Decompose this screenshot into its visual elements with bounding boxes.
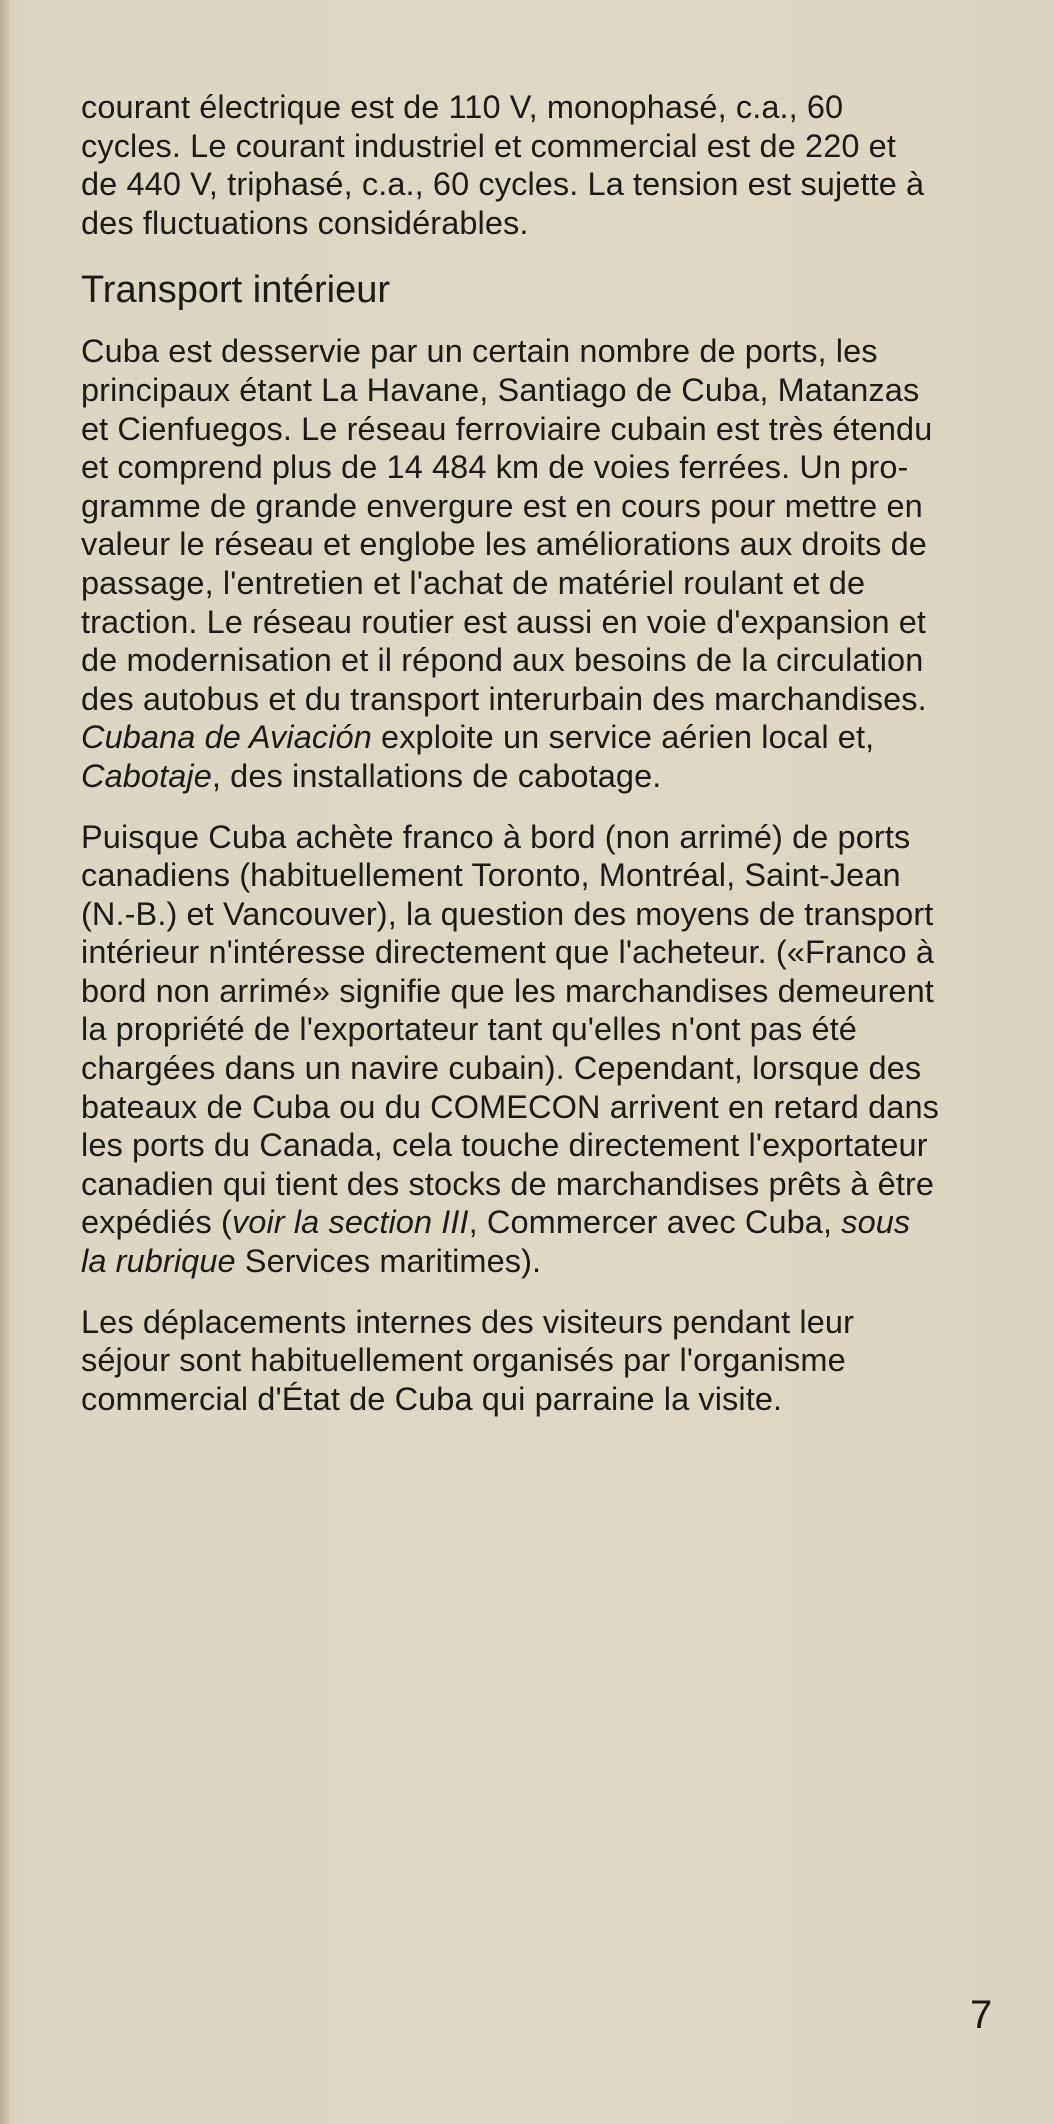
text-line: de 440 V, triphasé, c.a., 60 cycles. La tension est sujette à — [81, 166, 925, 203]
text-line — [81, 757, 1031, 796]
text-line: canadiens (habituellement Toronto, Montréal, Saint-Jean — [81, 857, 901, 894]
italic-airline-name: Cubana de Aviación — [81, 719, 372, 756]
text-line: Cuba est desservie par un certain nombre de ports, les — [81, 333, 878, 370]
text-span: Services maritimes). — [235, 1243, 542, 1280]
text-line — [81, 718, 1031, 757]
text-line: intérieur n'intéresse directement que l'acheteur. («Franco à — [81, 934, 935, 971]
text-span: expédiés ( — [81, 1204, 232, 1241]
binding-shadow — [0, 0, 10, 2124]
text-line: traction. Le réseau routier est aussi en voie d'expansion et — [81, 603, 927, 640]
text-line: principaux étant La Havane, Santiago de Cuba, Matanzas — [81, 371, 920, 408]
paragraph-electric-current — [81, 88, 1031, 242]
text-line: les ports du Canada, cela touche directement l'exportateur — [81, 1127, 928, 1164]
text-line: valeur le réseau et englobe les améliorations aux droits de — [81, 526, 927, 563]
section-heading: Transport intérieur — [81, 269, 391, 312]
text-span: , des installations de cabotage. — [211, 757, 662, 794]
text-line: cycles. Le courant industriel et commercial est de 220 et — [81, 127, 896, 164]
page-content — [81, 88, 1031, 1418]
text-line: passage, l'entretien et l'achat de matériel roulant et de — [81, 564, 866, 601]
text-line: commercial d'État de Cuba qui parraine la visite. — [81, 1380, 783, 1417]
page-number: 7 — [970, 1993, 993, 2037]
paragraph-gap — [81, 1281, 1031, 1303]
text-line: chargées dans un navire cubain). Cependant, lorsque des — [81, 1050, 922, 1087]
text-line: gramme de grande envergure est en cours pour mettre en — [81, 487, 923, 524]
paragraph-transport-network — [81, 332, 1031, 795]
text-line: des fluctuations considérables. — [81, 204, 529, 241]
paragraph-fob-purchase — [81, 818, 1031, 1281]
italic-text: sous — [841, 1204, 911, 1241]
paragraph-gap — [81, 796, 1031, 818]
text-line: de modernisation et il répond aux besoins de la circulation — [81, 642, 924, 679]
text-line: (N.-B.) et Vancouver), la question des moyens de transport — [81, 895, 934, 932]
text-span: , Commercer avec Cuba, — [468, 1204, 842, 1241]
text-line: courant électrique est de 110 V, monophasé, c.a., 60 — [81, 89, 844, 125]
text-line: des autobus et du transport interurbain des marchandises. — [81, 680, 927, 717]
text-line: et comprend plus de 14 484 km de voies ferrées. Un pro- — [81, 449, 909, 486]
text-line: canadien qui tient des stocks de marchandises prêts à être — [81, 1165, 935, 1202]
text-line: Les déplacements internes des visiteurs pendant leur — [81, 1303, 855, 1340]
text-line: bord non arrimé» signifie que les marchandises demeurent — [81, 972, 934, 1009]
text-line: bateaux de Cuba ou du COMECON arrivent en retard dans — [81, 1088, 939, 1125]
italic-text: la rubrique — [81, 1243, 236, 1280]
text-line: séjour sont habituellement organisés par l'organisme — [81, 1342, 846, 1379]
text-line — [81, 1203, 1031, 1242]
text-line: et Cienfuegos. Le réseau ferroviaire cubain est très étendu — [81, 410, 933, 447]
text-line: Puisque Cuba achète franco à bord (non arrimé) de ports — [81, 818, 911, 855]
text-span: exploite un service aérien local et, — [371, 719, 875, 756]
paragraph-visitor-travel — [81, 1303, 1031, 1419]
italic-section-reference: voir la section III — [231, 1204, 469, 1241]
italic-cabotage-name: Cabotaje — [81, 757, 212, 794]
text-line: la propriété de l'exportateur tant qu'elles n'ont pas été — [81, 1011, 857, 1048]
text-line — [81, 1242, 1031, 1281]
